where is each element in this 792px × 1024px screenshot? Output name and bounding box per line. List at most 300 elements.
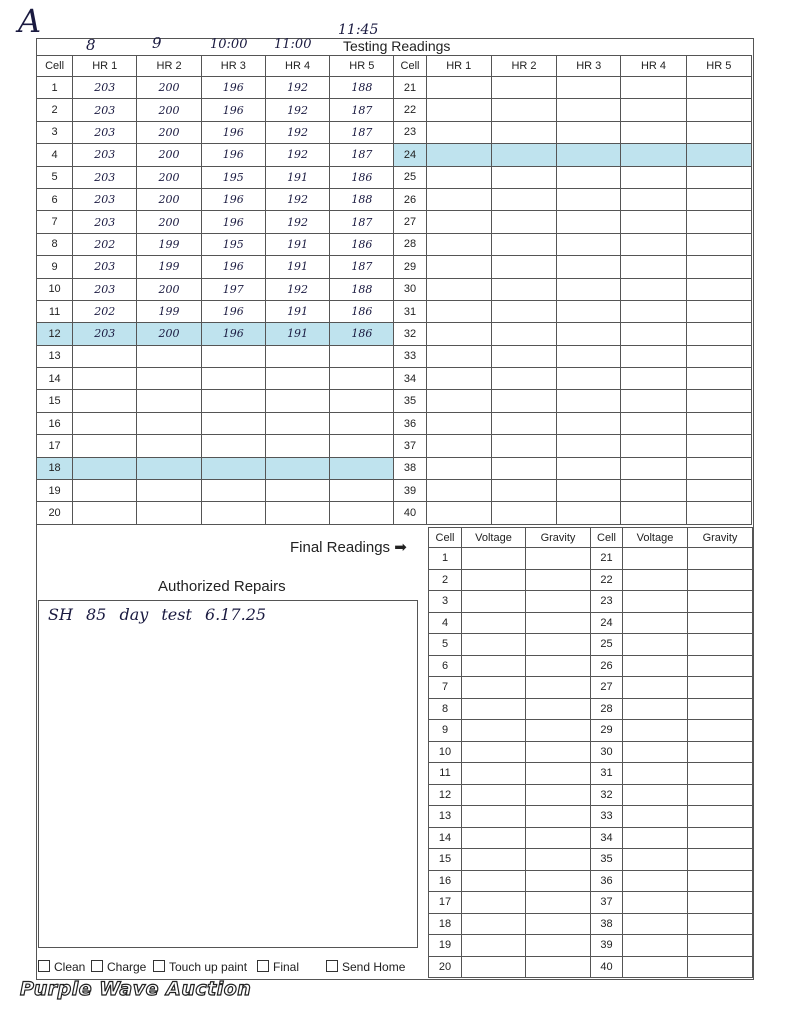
gravity-field[interactable] bbox=[526, 677, 591, 699]
gravity-field[interactable] bbox=[688, 548, 753, 570]
reading-hr4[interactable] bbox=[265, 345, 329, 367]
reading-hr4[interactable] bbox=[265, 412, 329, 434]
reading-hr4[interactable] bbox=[621, 188, 686, 210]
reading-hr5[interactable]: 186 bbox=[330, 323, 394, 345]
reading-hr2[interactable] bbox=[137, 390, 201, 412]
reading-hr4[interactable] bbox=[621, 345, 686, 367]
voltage-field[interactable] bbox=[623, 591, 688, 613]
gravity-field[interactable] bbox=[526, 913, 591, 935]
reading-hr5[interactable] bbox=[330, 502, 394, 524]
reading-hr2[interactable] bbox=[491, 368, 556, 390]
reading-hr3[interactable] bbox=[557, 233, 621, 255]
reading-hr4[interactable]: 192 bbox=[265, 188, 329, 210]
reading-hr5[interactable] bbox=[686, 188, 751, 210]
reading-hr4[interactable] bbox=[621, 502, 686, 524]
reading-hr1[interactable]: 202 bbox=[73, 233, 137, 255]
voltage-field[interactable] bbox=[623, 612, 688, 634]
reading-hr5[interactable] bbox=[686, 323, 751, 345]
gravity-field[interactable] bbox=[688, 698, 753, 720]
voltage-field[interactable] bbox=[623, 698, 688, 720]
voltage-field[interactable] bbox=[462, 806, 526, 828]
reading-hr3[interactable] bbox=[557, 166, 621, 188]
reading-hr5[interactable] bbox=[686, 300, 751, 322]
reading-hr4[interactable] bbox=[265, 435, 329, 457]
reading-hr5[interactable]: 188 bbox=[330, 77, 394, 99]
reading-hr5[interactable] bbox=[330, 457, 394, 479]
reading-hr3[interactable]: 196 bbox=[201, 300, 265, 322]
reading-hr1[interactable] bbox=[426, 99, 491, 121]
cell-number: 37 bbox=[394, 435, 426, 457]
cell-number: 20 bbox=[429, 956, 462, 978]
reading-hr5[interactable] bbox=[686, 368, 751, 390]
reading-hr2[interactable]: 200 bbox=[137, 188, 201, 210]
reading-hr3[interactable] bbox=[201, 345, 265, 367]
reading-hr5[interactable] bbox=[686, 345, 751, 367]
reading-hr1[interactable]: 203 bbox=[73, 144, 137, 166]
voltage-field[interactable] bbox=[462, 870, 526, 892]
reading-hr4[interactable]: 191 bbox=[265, 166, 329, 188]
reading-hr2[interactable] bbox=[137, 435, 201, 457]
voltage-field[interactable] bbox=[623, 827, 688, 849]
gravity-field[interactable] bbox=[688, 870, 753, 892]
reading-hr4[interactable]: 191 bbox=[265, 323, 329, 345]
reading-hr3[interactable] bbox=[557, 211, 621, 233]
reading-hr2[interactable] bbox=[491, 457, 556, 479]
reading-hr4[interactable] bbox=[621, 166, 686, 188]
reading-hr5[interactable] bbox=[686, 99, 751, 121]
reading-hr2[interactable] bbox=[491, 77, 556, 99]
reading-hr3[interactable] bbox=[201, 457, 265, 479]
reading-hr1[interactable]: 203 bbox=[73, 121, 137, 143]
gravity-field[interactable] bbox=[526, 956, 591, 978]
reading-hr2[interactable] bbox=[491, 99, 556, 121]
reading-hr4[interactable] bbox=[621, 435, 686, 457]
reading-hr4[interactable]: 192 bbox=[265, 121, 329, 143]
checkbox-icon[interactable] bbox=[91, 960, 103, 972]
reading-hr5[interactable] bbox=[686, 412, 751, 434]
reading-hr4[interactable] bbox=[621, 278, 686, 300]
gravity-field[interactable] bbox=[688, 677, 753, 699]
reading-hr4[interactable]: 191 bbox=[265, 256, 329, 278]
reading-hr4[interactable] bbox=[621, 211, 686, 233]
reading-hr5[interactable]: 187 bbox=[330, 121, 394, 143]
reading-hr1[interactable] bbox=[426, 211, 491, 233]
reading-hr5[interactable] bbox=[330, 480, 394, 502]
reading-hr2[interactable]: 200 bbox=[137, 166, 201, 188]
reading-hr4[interactable]: 192 bbox=[265, 144, 329, 166]
reading-hr4[interactable]: 192 bbox=[265, 278, 329, 300]
voltage-field[interactable] bbox=[623, 870, 688, 892]
gravity-field[interactable] bbox=[688, 913, 753, 935]
cell-number: 31 bbox=[591, 763, 623, 785]
checkbox-send-home[interactable] bbox=[326, 960, 405, 974]
reading-hr5[interactable] bbox=[686, 502, 751, 524]
reading-hr4[interactable]: 192 bbox=[265, 99, 329, 121]
voltage-field[interactable] bbox=[462, 763, 526, 785]
gravity-field[interactable] bbox=[688, 763, 753, 785]
reading-hr2[interactable] bbox=[137, 345, 201, 367]
reading-hr3[interactable] bbox=[557, 368, 621, 390]
reading-hr1[interactable] bbox=[426, 345, 491, 367]
reading-hr5[interactable] bbox=[686, 144, 751, 166]
reading-hr4[interactable]: 192 bbox=[265, 211, 329, 233]
voltage-field[interactable] bbox=[462, 892, 526, 914]
reading-hr4[interactable] bbox=[621, 457, 686, 479]
reading-hr2[interactable]: 199 bbox=[137, 233, 201, 255]
reading-hr2[interactable] bbox=[491, 211, 556, 233]
reading-hr1[interactable] bbox=[426, 256, 491, 278]
reading-hr1[interactable] bbox=[426, 390, 491, 412]
reading-hr5[interactable]: 186 bbox=[330, 166, 394, 188]
checkbox-charge[interactable] bbox=[91, 960, 146, 974]
voltage-field[interactable] bbox=[462, 741, 526, 763]
checkbox-clean[interactable] bbox=[38, 960, 85, 974]
reading-hr3[interactable] bbox=[557, 390, 621, 412]
reading-hr1[interactable] bbox=[73, 435, 137, 457]
gravity-field[interactable] bbox=[688, 591, 753, 613]
cell-number: 18 bbox=[429, 913, 462, 935]
reading-hr4[interactable] bbox=[621, 99, 686, 121]
gravity-field[interactable] bbox=[688, 741, 753, 763]
reading-hr1[interactable]: 203 bbox=[73, 211, 137, 233]
reading-hr2[interactable]: 200 bbox=[137, 99, 201, 121]
gravity-field[interactable] bbox=[688, 612, 753, 634]
reading-hr1[interactable] bbox=[426, 368, 491, 390]
gravity-field[interactable] bbox=[688, 634, 753, 656]
gravity-field[interactable] bbox=[688, 956, 753, 978]
cell-number: 16 bbox=[429, 870, 462, 892]
reading-hr1[interactable] bbox=[73, 390, 137, 412]
voltage-field[interactable] bbox=[623, 956, 688, 978]
reading-hr1[interactable] bbox=[426, 121, 491, 143]
reading-hr5[interactable]: 187 bbox=[330, 211, 394, 233]
reading-hr3[interactable] bbox=[557, 300, 621, 322]
checkbox-icon[interactable] bbox=[257, 960, 269, 972]
reading-hr3[interactable] bbox=[557, 345, 621, 367]
reading-hr1[interactable] bbox=[426, 480, 491, 502]
reading-hr3[interactable]: 196 bbox=[201, 121, 265, 143]
reading-hr2[interactable] bbox=[491, 345, 556, 367]
voltage-field[interactable] bbox=[623, 849, 688, 871]
gravity-field[interactable] bbox=[526, 935, 591, 957]
gravity-field[interactable] bbox=[526, 892, 591, 914]
reading-hr2[interactable] bbox=[491, 256, 556, 278]
reading-hr4[interactable] bbox=[621, 390, 686, 412]
voltage-field[interactable] bbox=[462, 677, 526, 699]
table-row bbox=[37, 345, 752, 367]
reading-hr1[interactable] bbox=[426, 412, 491, 434]
reading-hr4[interactable] bbox=[621, 256, 686, 278]
gravity-field[interactable] bbox=[526, 591, 591, 613]
reading-hr5[interactable]: 188 bbox=[330, 188, 394, 210]
gravity-field[interactable] bbox=[526, 569, 591, 591]
reading-hr5[interactable] bbox=[686, 211, 751, 233]
reading-hr5[interactable] bbox=[686, 435, 751, 457]
reading-hr3[interactable] bbox=[557, 144, 621, 166]
reading-hr2[interactable] bbox=[491, 121, 556, 143]
voltage-field[interactable] bbox=[623, 892, 688, 914]
reading-hr5[interactable] bbox=[686, 256, 751, 278]
gravity-field[interactable] bbox=[526, 741, 591, 763]
reading-hr3[interactable] bbox=[557, 480, 621, 502]
reading-hr1[interactable] bbox=[73, 412, 137, 434]
reading-hr3[interactable] bbox=[557, 435, 621, 457]
voltage-field[interactable] bbox=[623, 806, 688, 828]
gravity-field[interactable] bbox=[526, 612, 591, 634]
reading-hr5[interactable]: 187 bbox=[330, 144, 394, 166]
gravity-field[interactable] bbox=[526, 655, 591, 677]
reading-hr1[interactable] bbox=[426, 300, 491, 322]
reading-hr5[interactable] bbox=[330, 390, 394, 412]
reading-hr5[interactable]: 186 bbox=[330, 233, 394, 255]
reading-hr3[interactable]: 195 bbox=[201, 233, 265, 255]
reading-hr3[interactable] bbox=[201, 390, 265, 412]
reading-hr3[interactable] bbox=[201, 502, 265, 524]
reading-hr1[interactable] bbox=[73, 457, 137, 479]
reading-hr3[interactable] bbox=[557, 278, 621, 300]
gravity-field[interactable] bbox=[688, 784, 753, 806]
reading-hr4[interactable] bbox=[621, 412, 686, 434]
reading-hr2[interactable] bbox=[491, 233, 556, 255]
reading-hr3[interactable] bbox=[557, 323, 621, 345]
reading-hr5[interactable] bbox=[686, 278, 751, 300]
reading-hr1[interactable]: 203 bbox=[73, 278, 137, 300]
reading-hr4[interactable] bbox=[265, 368, 329, 390]
reading-hr3[interactable] bbox=[557, 188, 621, 210]
reading-hr1[interactable]: 203 bbox=[73, 323, 137, 345]
gravity-field[interactable] bbox=[526, 870, 591, 892]
voltage-field[interactable] bbox=[462, 698, 526, 720]
reading-hr5[interactable] bbox=[330, 345, 394, 367]
reading-hr5[interactable] bbox=[686, 77, 751, 99]
gravity-field[interactable] bbox=[688, 655, 753, 677]
reading-hr2[interactable]: 200 bbox=[137, 77, 201, 99]
reading-hr4[interactable] bbox=[265, 457, 329, 479]
reading-hr1[interactable]: 203 bbox=[73, 166, 137, 188]
reading-hr1[interactable] bbox=[73, 480, 137, 502]
reading-hr3[interactable]: 196 bbox=[201, 188, 265, 210]
voltage-field[interactable] bbox=[462, 548, 526, 570]
reading-hr2[interactable] bbox=[137, 368, 201, 390]
reading-hr2[interactable] bbox=[491, 278, 556, 300]
reading-hr2[interactable] bbox=[491, 502, 556, 524]
reading-hr5[interactable] bbox=[330, 412, 394, 434]
reading-hr5[interactable] bbox=[686, 121, 751, 143]
gravity-field[interactable] bbox=[526, 827, 591, 849]
cell-number: 22 bbox=[591, 569, 623, 591]
voltage-field[interactable] bbox=[623, 677, 688, 699]
voltage-field[interactable] bbox=[462, 956, 526, 978]
reading-hr2[interactable]: 199 bbox=[137, 300, 201, 322]
reading-hr1[interactable] bbox=[73, 345, 137, 367]
reading-hr3[interactable]: 196 bbox=[201, 256, 265, 278]
table-row bbox=[429, 655, 753, 677]
reading-hr2[interactable]: 200 bbox=[137, 211, 201, 233]
voltage-field[interactable] bbox=[462, 935, 526, 957]
reading-hr2[interactable]: 200 bbox=[137, 278, 201, 300]
reading-hr4[interactable] bbox=[265, 502, 329, 524]
voltage-field[interactable] bbox=[462, 591, 526, 613]
voltage-field[interactable] bbox=[462, 720, 526, 742]
reading-hr1[interactable]: 203 bbox=[73, 99, 137, 121]
voltage-field[interactable] bbox=[462, 784, 526, 806]
reading-hr1[interactable] bbox=[426, 435, 491, 457]
reading-hr5[interactable]: 186 bbox=[330, 300, 394, 322]
gravity-field[interactable] bbox=[688, 892, 753, 914]
reading-hr5[interactable]: 187 bbox=[330, 99, 394, 121]
voltage-field[interactable] bbox=[623, 569, 688, 591]
reading-hr2[interactable] bbox=[491, 390, 556, 412]
voltage-field[interactable] bbox=[623, 913, 688, 935]
voltage-field[interactable] bbox=[462, 634, 526, 656]
reading-hr1[interactable]: 202 bbox=[73, 300, 137, 322]
voltage-field[interactable] bbox=[462, 913, 526, 935]
voltage-field[interactable] bbox=[623, 935, 688, 957]
reading-hr5[interactable] bbox=[330, 435, 394, 457]
reading-hr4[interactable] bbox=[621, 77, 686, 99]
reading-hr3[interactable] bbox=[557, 412, 621, 434]
reading-hr4[interactable]: 192 bbox=[265, 77, 329, 99]
reading-hr2[interactable] bbox=[491, 412, 556, 434]
reading-hr3[interactable]: 196 bbox=[201, 323, 265, 345]
reading-hr3[interactable] bbox=[201, 480, 265, 502]
reading-hr4[interactable] bbox=[621, 121, 686, 143]
reading-hr2[interactable] bbox=[137, 480, 201, 502]
reading-hr2[interactable]: 199 bbox=[137, 256, 201, 278]
gravity-field[interactable] bbox=[688, 806, 753, 828]
reading-hr2[interactable] bbox=[491, 188, 556, 210]
reading-hr5[interactable] bbox=[686, 457, 751, 479]
reading-hr4[interactable] bbox=[621, 480, 686, 502]
reading-hr3[interactable]: 197 bbox=[201, 278, 265, 300]
gravity-field[interactable] bbox=[526, 849, 591, 871]
voltage-field[interactable] bbox=[623, 548, 688, 570]
reading-hr3[interactable] bbox=[557, 502, 621, 524]
reading-hr5[interactable] bbox=[330, 368, 394, 390]
reading-hr1[interactable] bbox=[426, 457, 491, 479]
reading-hr1[interactable] bbox=[426, 502, 491, 524]
reading-hr1[interactable] bbox=[426, 188, 491, 210]
voltage-field[interactable] bbox=[623, 741, 688, 763]
reading-hr1[interactable] bbox=[426, 77, 491, 99]
gravity-field[interactable] bbox=[688, 935, 753, 957]
reading-hr1[interactable]: 203 bbox=[73, 256, 137, 278]
checkbox-icon[interactable] bbox=[38, 960, 50, 972]
reading-hr5[interactable] bbox=[686, 166, 751, 188]
voltage-field[interactable] bbox=[623, 763, 688, 785]
voltage-field[interactable] bbox=[623, 720, 688, 742]
reading-hr2[interactable]: 200 bbox=[137, 144, 201, 166]
voltage-field[interactable] bbox=[462, 827, 526, 849]
voltage-field[interactable] bbox=[462, 612, 526, 634]
reading-hr1[interactable]: 203 bbox=[73, 77, 137, 99]
reading-hr1[interactable] bbox=[426, 323, 491, 345]
reading-hr3[interactable] bbox=[557, 457, 621, 479]
gravity-field[interactable] bbox=[688, 720, 753, 742]
reading-hr2[interactable] bbox=[491, 300, 556, 322]
gravity-field[interactable] bbox=[526, 806, 591, 828]
gravity-field[interactable] bbox=[688, 849, 753, 871]
reading-hr1[interactable] bbox=[426, 166, 491, 188]
reading-hr5[interactable] bbox=[686, 233, 751, 255]
reading-hr2[interactable] bbox=[491, 144, 556, 166]
reading-hr1[interactable] bbox=[73, 368, 137, 390]
reading-hr3[interactable] bbox=[201, 368, 265, 390]
reading-hr4[interactable] bbox=[621, 300, 686, 322]
voltage-field[interactable] bbox=[462, 569, 526, 591]
cell-number: 9 bbox=[37, 256, 73, 278]
gravity-field[interactable] bbox=[526, 784, 591, 806]
reading-hr2[interactable]: 200 bbox=[137, 323, 201, 345]
voltage-field[interactable] bbox=[623, 655, 688, 677]
reading-hr2[interactable]: 200 bbox=[137, 121, 201, 143]
reading-hr3[interactable]: 195 bbox=[201, 166, 265, 188]
reading-hr2[interactable] bbox=[491, 435, 556, 457]
voltage-field[interactable] bbox=[462, 849, 526, 871]
reading-hr1[interactable] bbox=[73, 502, 137, 524]
reading-hr4[interactable] bbox=[621, 323, 686, 345]
voltage-field[interactable] bbox=[462, 655, 526, 677]
reading-hr1[interactable] bbox=[426, 144, 491, 166]
reading-hr1[interactable] bbox=[426, 233, 491, 255]
reading-hr2[interactable] bbox=[491, 480, 556, 502]
reading-hr1[interactable] bbox=[426, 278, 491, 300]
gravity-field[interactable] bbox=[526, 698, 591, 720]
reading-hr2[interactable] bbox=[137, 502, 201, 524]
reading-hr5[interactable]: 187 bbox=[330, 256, 394, 278]
voltage-field[interactable] bbox=[623, 634, 688, 656]
gravity-field[interactable] bbox=[526, 548, 591, 570]
reading-hr4[interactable] bbox=[265, 390, 329, 412]
voltage-field[interactable] bbox=[623, 784, 688, 806]
checkbox-icon[interactable] bbox=[326, 960, 338, 972]
checkbox-icon[interactable] bbox=[153, 960, 165, 972]
reading-hr3[interactable] bbox=[557, 77, 621, 99]
reading-hr3[interactable]: 196 bbox=[201, 144, 265, 166]
reading-hr5[interactable]: 188 bbox=[330, 278, 394, 300]
reading-hr4[interactable]: 191 bbox=[265, 300, 329, 322]
reading-hr1[interactable]: 203 bbox=[73, 188, 137, 210]
reading-hr4[interactable] bbox=[265, 480, 329, 502]
gravity-field[interactable] bbox=[526, 763, 591, 785]
reading-hr3[interactable]: 196 bbox=[201, 211, 265, 233]
checkbox-touch-up-paint[interactable] bbox=[153, 960, 247, 974]
gravity-field[interactable] bbox=[526, 720, 591, 742]
reading-hr4[interactable] bbox=[621, 368, 686, 390]
gravity-field[interactable] bbox=[526, 634, 591, 656]
reading-hr2[interactable] bbox=[491, 323, 556, 345]
reading-hr3[interactable]: 196 bbox=[201, 99, 265, 121]
reading-hr2[interactable] bbox=[137, 412, 201, 434]
reading-hr2[interactable] bbox=[137, 457, 201, 479]
reading-hr3[interactable]: 196 bbox=[201, 77, 265, 99]
reading-hr4[interactable] bbox=[621, 233, 686, 255]
reading-hr3[interactable] bbox=[557, 99, 621, 121]
reading-hr4[interactable]: 191 bbox=[265, 233, 329, 255]
reading-hr5[interactable] bbox=[686, 480, 751, 502]
reading-hr3[interactable] bbox=[201, 412, 265, 434]
gravity-field[interactable] bbox=[688, 569, 753, 591]
reading-hr3[interactable] bbox=[201, 435, 265, 457]
authorized-repairs-box[interactable] bbox=[38, 600, 418, 948]
reading-hr3[interactable] bbox=[557, 256, 621, 278]
reading-hr5[interactable] bbox=[686, 390, 751, 412]
reading-hr4[interactable] bbox=[621, 144, 686, 166]
checkbox-final[interactable] bbox=[257, 960, 299, 974]
reading-hr3[interactable] bbox=[557, 121, 621, 143]
reading-hr2[interactable] bbox=[491, 166, 556, 188]
gravity-field[interactable] bbox=[688, 827, 753, 849]
